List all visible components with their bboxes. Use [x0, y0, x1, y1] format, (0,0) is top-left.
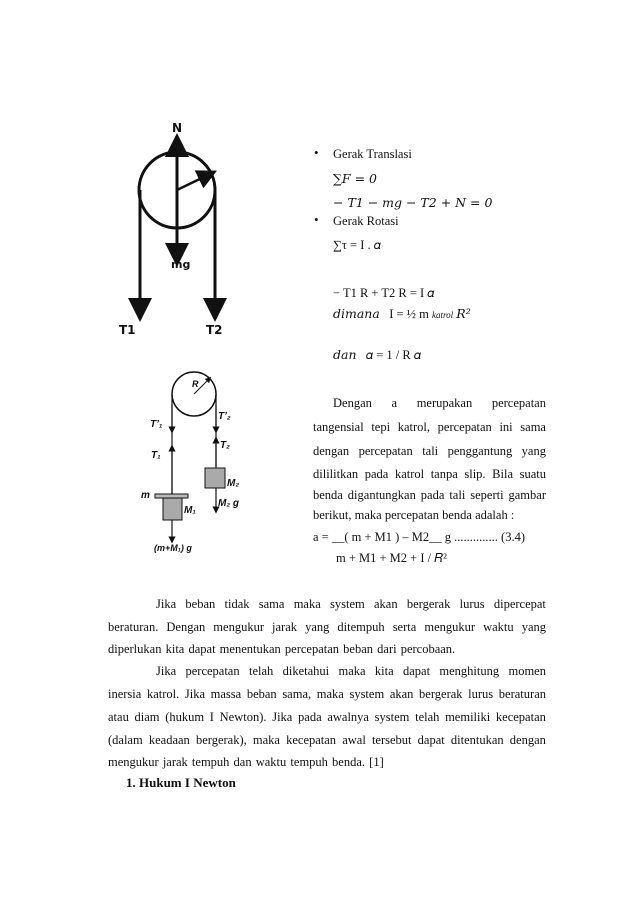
- pulley-free-body-diagram: [110, 115, 240, 345]
- body-line-4: Jika percepatan telah diketahui maka kita dapat menghitung momen: [156, 664, 546, 678]
- formula-numerator: a = __( m + M1 ) – M2__ g .............. (3.4): [313, 530, 525, 544]
- label-mg: mg: [171, 258, 191, 271]
- label-T2: T2: [206, 323, 223, 337]
- atwood-machine-diagram: [125, 370, 265, 550]
- label-T1-small: T₁: [151, 450, 161, 461]
- radius-arrow: [177, 175, 208, 190]
- body-line-3: diperlukan kita dapat menentukan percepatan beban dari percobaan.: [108, 642, 456, 656]
- small-mass-plate: [155, 494, 188, 498]
- body-line-5: inersia katrol. Jika massa beban sama, maka system akan bergerak lurus beraturan: [108, 687, 546, 701]
- body-line-2: beraturan. Dengan mengukur jarak yang ditempuh serta mengukur waktu yang: [108, 620, 546, 634]
- label-total-weight: (m+M₁) g: [154, 543, 192, 553]
- body-line-1: Jika beban tidak sama maka system akan bergerak lurus dipercepat: [156, 597, 546, 611]
- bullet-rotasi: •: [314, 212, 319, 227]
- label-T2-small: T₂: [220, 440, 230, 451]
- bullet-translasi: •: [314, 145, 319, 160]
- label-M2g: M₂ g: [218, 498, 240, 509]
- para-line-2: tangensial tepi katrol, percepatan ini sama: [313, 420, 546, 434]
- label-M1: M₁: [184, 505, 196, 516]
- body-line-6: atau diam (hukum I Newton). Jika pada awalnya system telah memiliki kecepatan: [108, 710, 546, 724]
- para-line-6: berikut, maka percepatan benda adalah :: [313, 508, 515, 522]
- label-M2: M₂: [227, 478, 240, 489]
- label-m: m: [141, 490, 150, 501]
- equation-sum-force: ∑𝐹 = 0: [333, 171, 377, 186]
- equation-rotation: − T1 R + T2 R = I 𝛼: [333, 286, 435, 300]
- body-line-8: mengukur jarak tempuh dan waktu tempuh benda. [1]: [108, 755, 384, 769]
- equation-translation: − 𝑇1 − 𝑚𝑔 − 𝑇2 + 𝑁 = 0: [333, 195, 493, 210]
- heading-gerak-translasi: Gerak Translasi: [333, 147, 412, 161]
- equation-inertia: 𝑑𝑖𝑚𝑎𝑛𝑎 I = ½ m katrol 𝑅²: [333, 306, 471, 321]
- label-Tp2: T’₂: [218, 411, 231, 422]
- formula-denominator: m + M1 + M2 + I / 𝑅²: [336, 551, 447, 565]
- equation-alpha: 𝑑𝑎𝑛 𝛼 = 1 / R 𝛼: [333, 347, 422, 362]
- para-line-4: dililitkan pada katrol tanpa slip. Bila suatu: [313, 467, 546, 481]
- para-line-3: dengan percepatan tali penggantung yang: [313, 444, 546, 458]
- label-Tp1: T’₁: [150, 419, 163, 430]
- mass-M1: [163, 498, 182, 520]
- equation-sum-torque: ∑τ = I . 𝛼: [333, 238, 381, 252]
- label-N: N: [172, 121, 183, 135]
- mass-M2: [205, 468, 225, 488]
- label-T1: T1: [119, 323, 136, 337]
- section-heading: 1. Hukum I Newton: [126, 775, 236, 790]
- body-line-7: (dalam keadaan bergerak), maka kecepatan awal tersebut dapat ditentukan dengan: [108, 733, 546, 747]
- para-line-1: Dengan a merupakan percepatan: [333, 396, 546, 410]
- para-line-5: benda digantungkan pada tali seperti gambar: [313, 488, 546, 502]
- label-R: R: [192, 379, 199, 389]
- heading-gerak-rotasi: Gerak Rotasi: [333, 214, 399, 228]
